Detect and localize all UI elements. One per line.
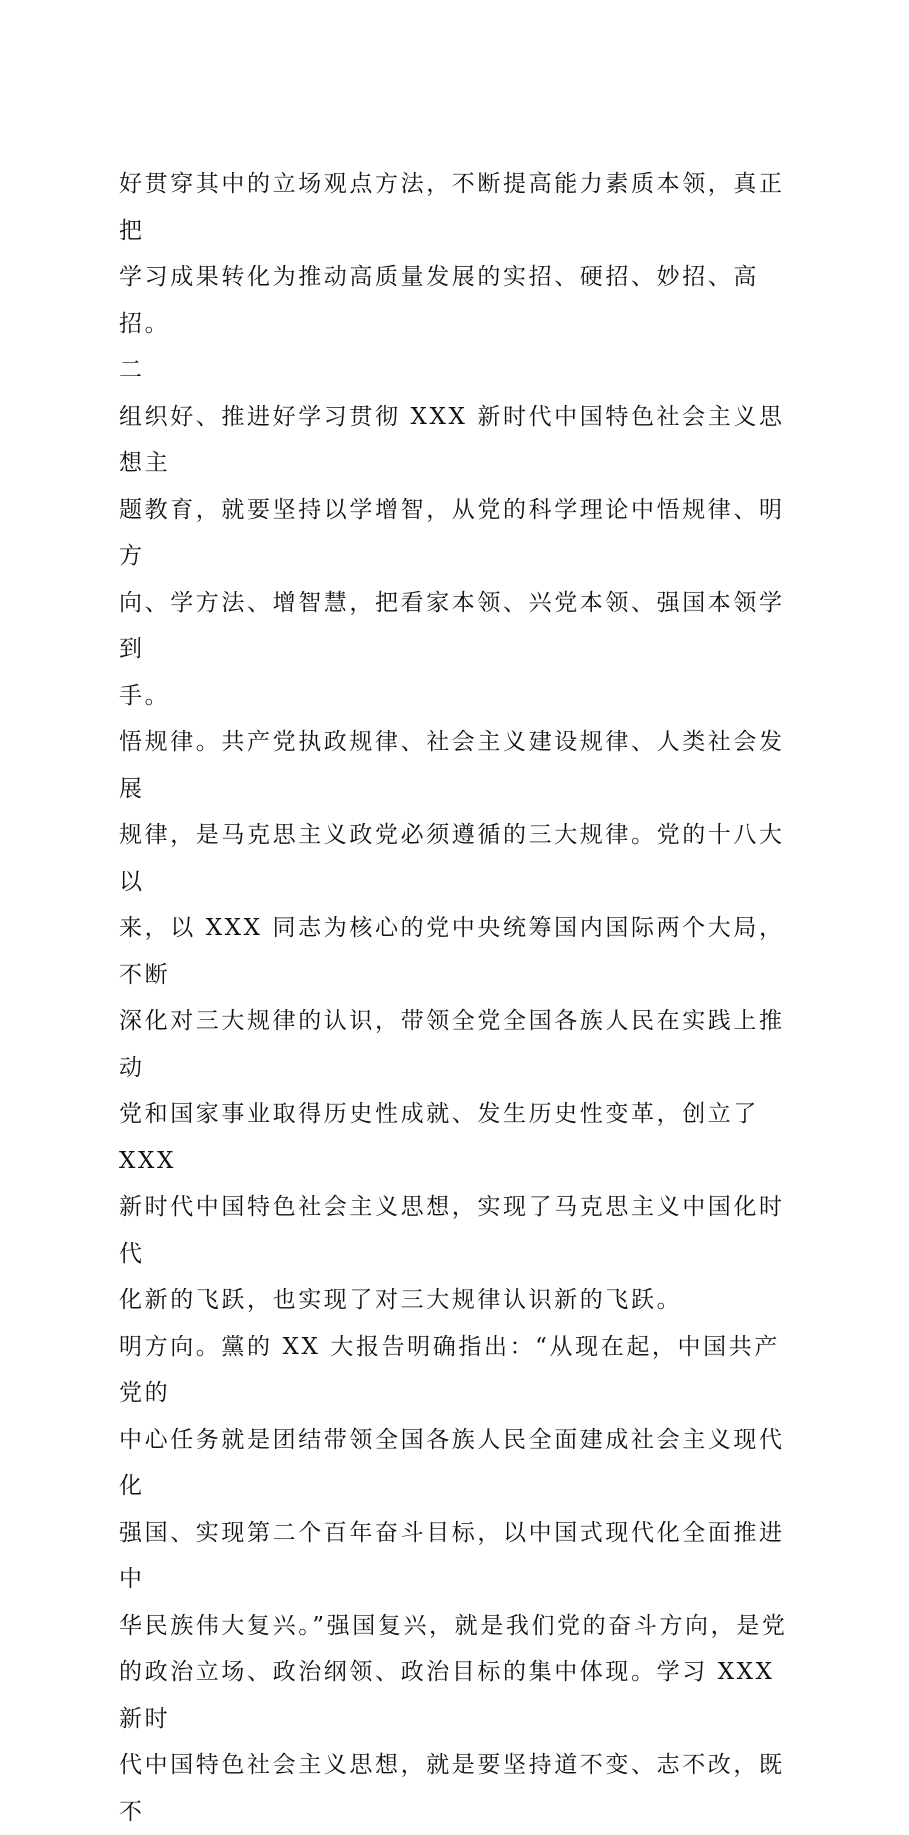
text-line: 党和国家事业取得历史性成就、发生历史性变革，创立了 XXX [119, 1101, 769, 1174]
text-line: 规律，是马克思主义政党必须遵循的三大规律。党的十八大以 [119, 822, 785, 895]
text-line: 代中国特色社会主义思想，就是要坚持道不变、志不改，既不 [119, 1752, 785, 1825]
text-line: 悟规律。共产党执政规律、社会主义建设规律、人类社会发展 [119, 729, 785, 802]
text-line: 强国、实现第二个百年奋斗目标，以中国式现代化全面推进中 [119, 1519, 785, 1592]
section-number: 二 [119, 357, 145, 383]
text-line: 向、学方法、增智慧，把看家本领、兴党本领、强国本领学到 [119, 589, 785, 662]
text-line: 学习成果转化为推动高质量发展的实招、硬招、妙招、高招。 [119, 264, 759, 337]
text-line: 明方向。黨的 XX 大报告明确指出：“从现在起，中国共产党的 [119, 1333, 780, 1406]
text-line: 组织好、推进好学习贯彻 XXX 新时代中国特色社会主义思想主 [119, 403, 785, 476]
document-body [119, 161, 799, 1835]
text-line: 新时代中国特色社会主义思想，实现了马克思主义中国化时代 [119, 1194, 785, 1267]
text-line: 来，以 XXX 同志为核心的党中央统筹国内国际两个大局，不断 [119, 915, 785, 988]
text-line: 深化对三大规律的认识，带领全党全国各族人民在实践上推动 [119, 1008, 785, 1081]
text-line: 华民族伟大复兴。”强国复兴，就是我们党的奋斗方向，是党 [119, 1612, 788, 1639]
text-line: 中心任务就是团结带领全国各族人民全面建成社会主义现代化 [119, 1426, 785, 1499]
text-line: 化新的飞跃，也实现了对三大规律认识新的飞跃。 [119, 1287, 683, 1313]
text-line: 的政治立场、政治纲领、政治目标的集中体现。学习 XXX 新时 [119, 1659, 785, 1732]
text-line: 好贯穿其中的立场观点方法，不断提高能力素质本领，真正把 [119, 171, 785, 244]
text-line: 题教育，就要坚持以学增智，从党的科学理论中悟规律、明方 [119, 496, 785, 569]
text-line: 手。 [119, 682, 171, 709]
